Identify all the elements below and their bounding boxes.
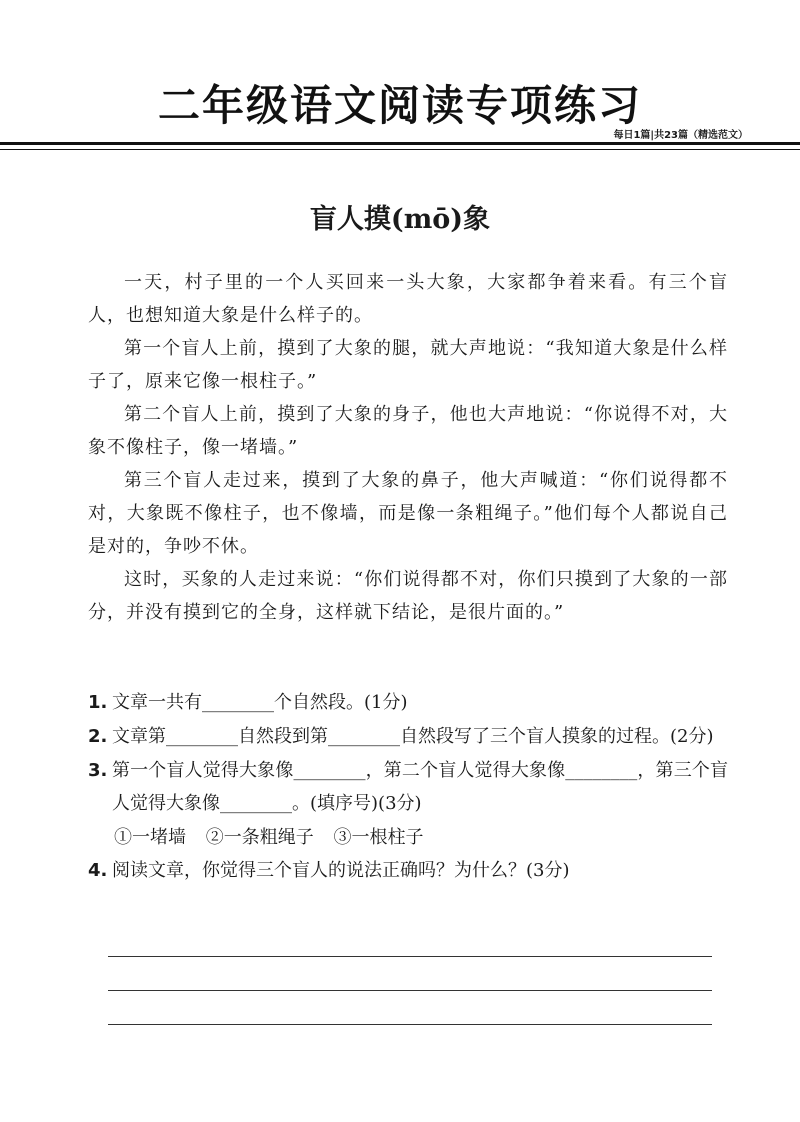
question-text: 文章一共有________个自然段。(1分) <box>112 692 408 713</box>
article-body <box>88 266 728 629</box>
answer-line[interactable] <box>108 1024 712 1025</box>
question-number: 3. <box>88 760 108 781</box>
question-number: 4. <box>88 860 108 881</box>
question-item <box>88 754 728 820</box>
question-number: 2. <box>88 726 108 747</box>
header-divider-thin <box>0 149 800 150</box>
question-item <box>88 686 728 719</box>
answer-line[interactable] <box>108 990 712 991</box>
article-paragraph: 第三个盲人走过来，摸到了大象的鼻子，他大声喊道：“你们说得都不对，大象既不像柱子，也不像墙，而是像一条粗绳子。”他们每个人都说自己是对的，争吵不休。 <box>88 470 728 557</box>
article-paragraph: 这时，买象的人走过来说：“你们说得都不对，你们只摸到了大象的一部分，并没有摸到它的全身，这样就下结论，是很片面的。” <box>88 569 728 623</box>
answer-options: ①一堵墙 ②一条粗绳子 ③一根柱子 <box>114 827 424 848</box>
answer-area[interactable] <box>108 956 712 1058</box>
header-divider-thick <box>0 142 800 145</box>
article-paragraph: 第一个盲人上前，摸到了大象的腿，就大声地说：“我知道大象是什么样子了，原来它像一根柱子。” <box>88 338 728 392</box>
article-title: 盲人摸(mō)象 <box>309 204 491 235</box>
question-item <box>88 720 728 753</box>
question-text: 第一个盲人觉得大象像________，第二个盲人觉得大象像________，第三个盲人觉得大象像________。(填序号)(3分) <box>112 760 728 814</box>
question-list <box>88 686 728 888</box>
article-paragraph: 一天，村子里的一个人买回来一头大象，大家都争着来看。有三个盲人，也想知道大象是什么样子的。 <box>88 272 728 326</box>
question-number: 1. <box>88 692 108 713</box>
article-paragraph: 第二个盲人上前，摸到了大象的身子，他也大声地说：“你说得不对，大象不像柱子，像一堵墙。” <box>88 404 728 458</box>
question-item <box>88 854 728 887</box>
page-title: 二年级语文阅读专项练习 <box>157 81 642 130</box>
answer-line[interactable] <box>108 956 712 957</box>
header-meta: 每日1篇|共23篇（精选范文） <box>613 130 748 141</box>
question-text: 阅读文章，你觉得三个盲人的说法正确吗？为什么？(3分) <box>112 860 570 881</box>
question-text: 文章第________自然段到第________自然段写了三个盲人摸象的过程。(2分) <box>112 726 714 747</box>
